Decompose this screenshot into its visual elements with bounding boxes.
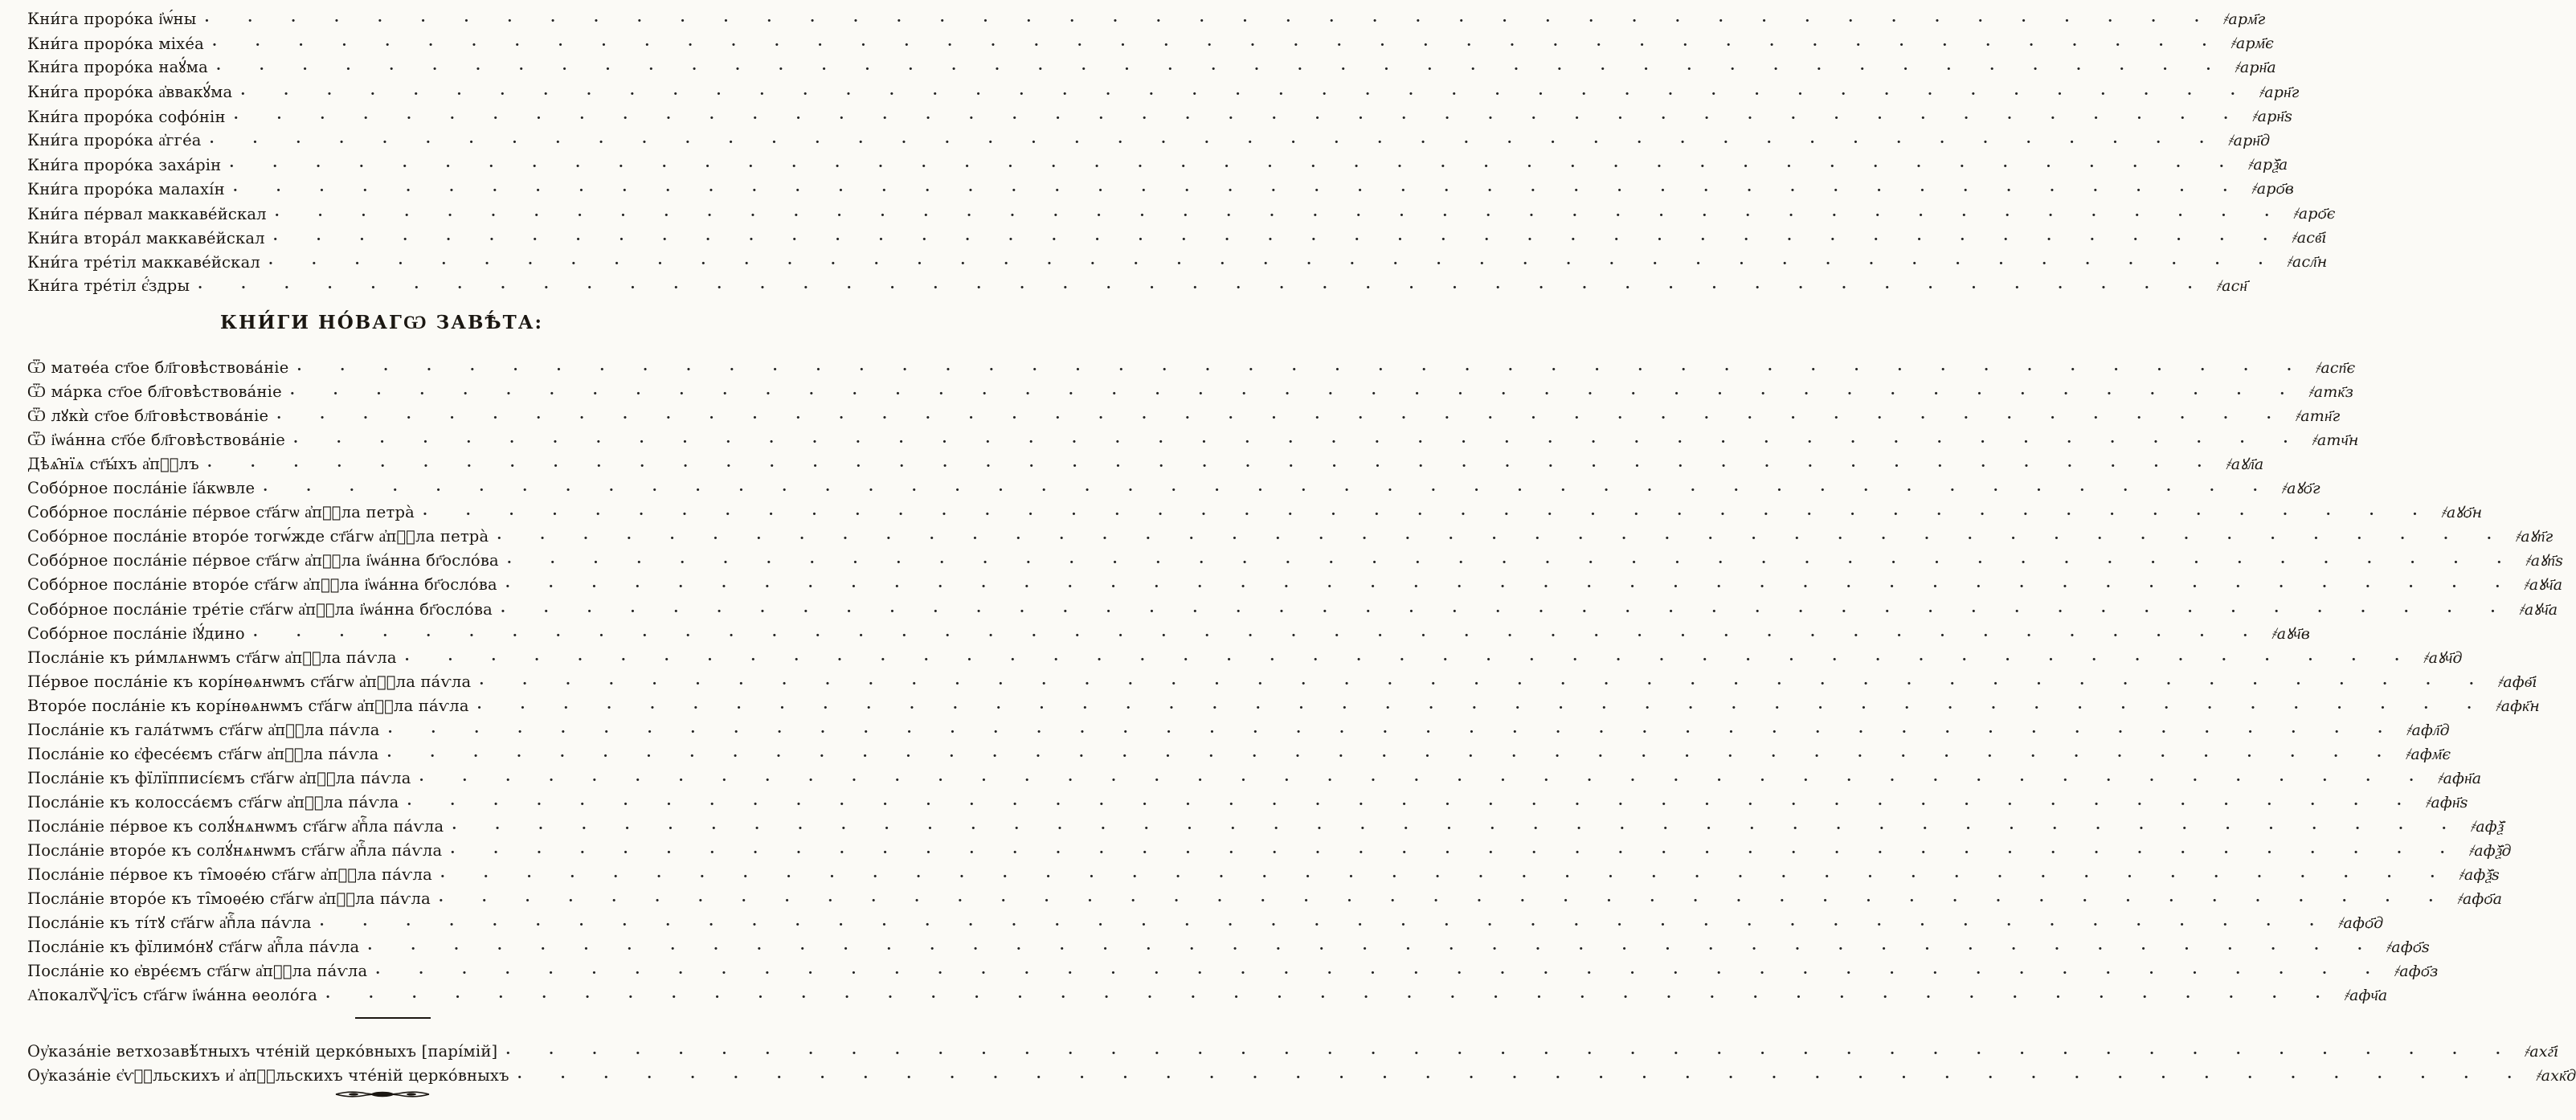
toc-entry — [27, 150, 2288, 175]
entry-page-number: ҂атч҃н — [2312, 431, 2359, 450]
entry-page-number: ҂афѯ҃ — [2471, 817, 2504, 836]
entry-title: Ѿ і҆ѡа́нна ст҃о́е бл҃говѣствова́ніе — [27, 431, 285, 450]
toc-entry — [27, 933, 2430, 957]
entry-page-number: ҂афм҃є — [2406, 745, 2451, 763]
entry-page-number: ҂афѻ҃д — [2339, 914, 2384, 933]
toc-entry — [27, 740, 2451, 764]
toc-entry — [27, 5, 2266, 29]
entry-page-number: ҂аꙋч҃в — [2272, 624, 2310, 643]
toc-entry — [27, 174, 2295, 199]
entry-page-number: ҂арм҃г — [2223, 10, 2266, 28]
toc-entry — [27, 126, 2271, 150]
entry-title: Дѣѧ̑нїѧ ст҃ы́хъ а҆пⷭ҇лъ — [27, 455, 199, 474]
toc-entry — [27, 450, 2264, 474]
entry-title: Кни́га проро́ка а҆ввакꙋ́ма — [27, 82, 233, 101]
dot-leader: . . . . . . . . . . . . . . . . . . . . . . . . . . . . . . . . . . . . . . . . . . . . . . . — [296, 358, 2308, 374]
toc-entry — [27, 1037, 2559, 1061]
entry-title: А҆покалѷ́ѱїсъ ст҃а́гѡ і҆ѡа́нна ѳеоло́га — [27, 986, 318, 1005]
dot-leader: . . . . . . . . . . . . . . . . . . . . . . . . . . . . . . . . . . . . . . . . . . . . . . . — [289, 382, 2302, 399]
dot-leader: . . . . . . . . . . . . . . . . . . . . . . . . . . . . . . . . . . . . . . . . . . . . . . . — [506, 551, 2519, 568]
toc-entry — [27, 909, 2384, 933]
dot-leader: . . . . . . . . . . . . . . . . . . . . . . . . . . . . . . . . . . . . . . . . . . . . . . . — [240, 82, 2252, 99]
entry-page-number: ҂афн҃ѕ — [2426, 793, 2468, 811]
entry-page-number: ҂афѻ҃ѕ — [2386, 938, 2430, 957]
entry-page-number: ҂афч҃а — [2345, 987, 2388, 1005]
entry-page-number: ҂арм҃є — [2231, 35, 2274, 53]
entry-title: Пе́рвое посла́ніе къ корі́нѳѧнѡмъ ст҃а́гѡ а҆пⷭ҇ла па́ѵла — [27, 672, 472, 691]
dot-leader: . . . . . . . . . . . . . . . . . . . . . . . . . . . . . . . . . . . . . . . . . . . . . . . — [292, 431, 2305, 448]
entry-page-number: ҂афк҃н — [2496, 697, 2540, 715]
entry-title: Посла́ніе къ ті́тꙋ ст҃а́гѡ а҆пⷭ҇ла па́ѵла — [27, 914, 312, 933]
entry-page-number: ҂аꙋп҃ѕ — [2526, 552, 2564, 570]
entry-page-number: ҂атн҃г — [2296, 407, 2341, 426]
entry-page-number: ҂арн҃д — [2229, 132, 2271, 149]
toc-entry — [27, 78, 2300, 102]
toc-entry — [27, 102, 2293, 126]
dot-leader: . . . . . . . . . . . . . . . . . . . . . . . . . . . . . . . . . . . . . . . . . . . . . . . — [452, 816, 2464, 833]
entry-page-number: ҂асн҃ — [2217, 277, 2248, 296]
entry-title: Посла́ніе второ́е къ солꙋ́нѧнѡмъ ст҃а́гѡ а҆пⷭ҇ла па́ѵла — [27, 841, 443, 860]
entry-page-number: ҂афѳ҃і — [2498, 672, 2537, 691]
dot-leader: . . . . . . . . . . . . . . . . . . . . . . . . . . . . . . . . . . . . . . . . . . . . . . . — [252, 623, 2265, 640]
entry-title: Кни́га проро́ка наꙋ́ма — [27, 58, 208, 77]
entry-page-number: ҂афѯ҃д — [2469, 842, 2512, 860]
entry-title: Кни́га проро́ка заха́рін — [27, 156, 222, 175]
entry-page-number: ҂ахг҃і — [2525, 1043, 2559, 1061]
dot-leader: . . . . . . . . . . . . . . . . . . . . . . . . . . . . . . . . . . . . . . . . . . . . . . . — [407, 792, 2419, 809]
entry-title: Кни́га проро́ка міхе́а — [27, 35, 204, 54]
entry-page-number: ҂арѯ҃а — [2248, 156, 2288, 174]
toc-entry — [27, 29, 2274, 54]
dot-leader: . . . . . . . . . . . . . . . . . . . . . . . . . . . . . . . . . . . . . . . . . . . . . . . — [517, 1066, 2529, 1082]
toc-entry — [27, 498, 2483, 522]
toc-entry — [27, 788, 2468, 812]
dot-leader: . . . . . . . . . . . . . . . . . . . . . . . . . . . . . . . . . . . . . . . . . . . . . . . — [419, 768, 2431, 785]
entry-title: Ѿ матѳе́а ст҃ое бл҃говѣствова́ніе — [27, 358, 289, 377]
toc-entry — [27, 668, 2537, 692]
entry-title: Кни́га тре́тіл маккаве́йскал — [27, 253, 260, 272]
entry-title: Кни́га пе́рвал маккаве́йскал — [27, 204, 267, 223]
entry-title: Посла́ніе къ фїлимо́нꙋ ст҃а́гѡ а҆пⷭ҇ла па́ѵла — [27, 938, 360, 957]
toc-entry — [27, 546, 2564, 570]
entry-title: Кни́га проро́ка а҆гге́а — [27, 131, 202, 149]
toc-entry — [27, 836, 2512, 860]
entry-title: Собо́рное посла́ніе і҆ꙋ́дино — [27, 623, 245, 643]
toc-entry — [27, 354, 2356, 378]
dot-leader: . . . . . . . . . . . . . . . . . . . . . . . . . . . . . . . . . . . . . . . . . . . . . . . — [229, 155, 2241, 172]
entry-title: Кни́га тре́тіл є҆́здры — [27, 276, 190, 296]
toc-entry — [27, 199, 2336, 223]
dot-leader: . . . . . . . . . . . . . . . . . . . . . . . . . . . . . . . . . . . . . . . . . . . . . . . — [422, 503, 2435, 520]
entry-title: Посла́ніе второ́е къ ті̑моѳе́ю ст҃а́гѡ а҆пⷭ҇ла па́ѵла — [27, 889, 431, 909]
entry-page-number: ҂аꙋч҃д — [2424, 648, 2463, 667]
entry-page-number: ҂аꙋл҃а — [2226, 456, 2264, 474]
toc-entry — [27, 570, 2563, 595]
dot-leader: . . . . . . . . . . . . . . . . . . . . . . . . . . . . . . . . . . . . . . . . . . . . . . . — [387, 720, 2399, 737]
entry-page-number: ҂асв҃і — [2292, 228, 2327, 247]
dot-leader: . . . . . . . . . . . . . . . . . . . . . . . . . . . . . . . . . . . . . . . . . . . . . . . — [209, 131, 2222, 147]
dot-leader: . . . . . . . . . . . . . . . . . . . . . . . . . . . . . . . . . . . . . . . . . . . . . . . — [206, 455, 2219, 472]
entry-page-number: ҂аꙋѻ҃н — [2442, 504, 2483, 522]
dot-leader: . . . . . . . . . . . . . . . . . . . . . . . . . . . . . . . . . . . . . . . . . . . . . . . — [274, 203, 2287, 220]
dot-leader: . . . . . . . . . . . . . . . . . . . . . . . . . . . . . . . . . . . . . . . . . . . . . . . — [276, 407, 2288, 423]
toc-entry — [27, 223, 2327, 247]
dot-leader: . . . . . . . . . . . . . . . . . . . . . . . . . . . . . . . . . . . . . . . . . . . . . . . — [319, 914, 2331, 930]
entry-page-number: ҂атк҃з — [2309, 383, 2354, 402]
entry-title: Собо́рное посла́ніе і҆а́кѡвле — [27, 479, 256, 498]
toc-entry — [27, 860, 2500, 885]
entry-title: Собо́рное посла́ніе пе́рвое ст҃а́гѡ а҆пⷭ҇ла петра̀ — [27, 503, 415, 522]
dot-leader: . . . . . . . . . . . . . . . . . . . . . . . . . . . . . . . . . . . . . . . . . . . . . . . — [233, 106, 2246, 123]
toc-entry — [27, 692, 2540, 716]
dot-leader: . . . . . . . . . . . . . . . . . . . . . . . . . . . . . . . . . . . . . . . . . . . . . . . — [438, 889, 2451, 906]
toc-entry — [27, 619, 2310, 644]
entry-title: Ѿ ма́рка ст҃ое бл҃говѣствова́ніе — [27, 382, 282, 402]
toc-entry — [27, 764, 2482, 788]
flourish-ornament — [334, 1089, 431, 1100]
toc-entry — [27, 595, 2558, 619]
entry-page-number: ҂афл҃д — [2407, 721, 2450, 739]
entry-page-number: ҂аꙋѻ҃г — [2282, 480, 2320, 498]
entry-title: Посла́ніе къ фїлїпписі́ємъ ст҃а́гѡ а҆пⷭ҇ла па́ѵла — [27, 768, 411, 787]
dot-leader: . . . . . . . . . . . . . . . . . . . . . . . . . . . . . . . . . . . . . . . . . . . . . . . — [497, 527, 2509, 544]
entry-page-number: ҂афн҃а — [2439, 769, 2482, 787]
entry-page-number: ҂афѻ҃а — [2458, 890, 2503, 909]
toc-entry — [27, 957, 2439, 981]
dot-leader: . . . . . . . . . . . . . . . . . . . . . . . . . . . . . . . . . . . . . . . . . . . . . . . — [505, 1042, 2517, 1058]
entry-title: Собо́рное посла́ніе пе́рвое ст҃а́гѡ а҆пⷭ҇ла і҆ѡа́нна бг҃осло́ва — [27, 551, 499, 570]
entry-title: Оу҆каза́ніе є҆ѵⷢ҇льскихъ и҆ а҆пⷭ҇льскихъ чте́ній церко́вныхъ — [27, 1066, 509, 1085]
dot-leader: . . . . . . . . . . . . . . . . . . . . . . . . . . . . . . . . . . . . . . . . . . . . . . . — [272, 227, 2285, 244]
entry-title: Собо́рное посла́ніе второ́е ст҃а́гѡ а҆пⷭ҇ла і҆ѡа́нна бг҃осло́ва — [27, 575, 497, 595]
dot-leader: . . . . . . . . . . . . . . . . . . . . . . . . . . . . . . . . . . . . . . . . . . . . . . . — [440, 865, 2452, 882]
toc-entry — [27, 402, 2341, 426]
entry-title: Собо́рное посла́ніе тре́тіе ст҃а́гѡ а҆пⷭ҇ла і҆ѡа́нна бг҃осло́ва — [27, 599, 493, 619]
dot-leader: . . . . . . . . . . . . . . . . . . . . . . . . . . . . . . . . . . . . . . . . . . . . . . . — [204, 10, 2216, 26]
entry-title: Посла́ніе пе́рвое къ ті̑моѳе́ю ст҃а́гѡ а҆пⷭ҇ла па́ѵла — [27, 865, 432, 885]
entry-title: Посла́ніе къ ри́млѧнѡмъ ст҃а́гѡ а҆пⷭ҇ла па́ѵла — [27, 648, 397, 667]
dot-leader: . . . . . . . . . . . . . . . . . . . . . . . . . . . . . . . . . . . . . . . . . . . . . . . — [505, 575, 2517, 592]
entry-title: Ѿ лꙋкѝ ст҃ое бл҃говѣствова́ніе — [27, 407, 269, 426]
entry-page-number: ҂арн҃а — [2235, 59, 2276, 77]
entry-title: Посла́ніе къ колосса́ємъ ст҃а́гѡ а҆пⷭ҇ла па́ѵла — [27, 792, 399, 811]
new-testament-heading: КНИ́ГИ НО́ВАГѠ ЗАВѢ́ТА: — [220, 312, 543, 333]
entry-title: Кни́га проро́ка і҆ѡ́ны — [27, 10, 197, 28]
toc-entry — [27, 378, 2354, 402]
toc-entry — [27, 1061, 2576, 1085]
entry-title: Собо́рное посла́ніе второ́е тогѡ́жде ст҃а́гѡ а҆пⷭ҇ла петра̀ — [27, 527, 489, 546]
toc-entry — [27, 644, 2463, 668]
entry-page-number: ҂арн҃г — [2259, 83, 2300, 101]
entry-page-number: ҂аꙋч҃а — [2525, 576, 2563, 595]
dot-leader: . . . . . . . . . . . . . . . . . . . . . . . . . . . . . . . . . . . . . . . . . . . . . . . — [500, 599, 2513, 616]
dot-leader: . . . . . . . . . . . . . . . . . . . . . . . . . . . . . . . . . . . . . . . . . . . . . . . — [367, 938, 2379, 954]
entry-page-number: ҂асл҃н — [2288, 253, 2328, 271]
dot-leader: . . . . . . . . . . . . . . . . . . . . . . . . . . . . . . . . . . . . . . . . . . . . . . . — [198, 276, 2210, 293]
section-divider — [355, 1017, 431, 1019]
dot-leader: . . . . . . . . . . . . . . . . . . . . . . . . . . . . . . . . . . . . . . . . . . . . . . . — [476, 696, 2489, 713]
entry-page-number: ҂афѻ҃з — [2394, 963, 2439, 981]
toc-entry — [27, 272, 2248, 296]
toc-entry — [27, 474, 2320, 498]
entry-title: Оу҆каза́ніе ветхозавѣ́тныхъ чте́ній церко́вныхъ [парі́мій] — [27, 1042, 498, 1061]
dot-leader: . . . . . . . . . . . . . . . . . . . . . . . . . . . . . . . . . . . . . . . . . . . . . . . — [386, 744, 2398, 761]
dot-leader: . . . . . . . . . . . . . . . . . . . . . . . . . . . . . . . . . . . . . . . . . . . . . . . — [263, 479, 2275, 496]
toc-entry — [27, 53, 2276, 77]
entry-page-number: ҂афѯ҃ѕ — [2459, 866, 2500, 885]
dot-leader: . . . . . . . . . . . . . . . . . . . . . . . . . . . . . . . . . . . . . . . . . . . . . . . — [404, 648, 2417, 664]
entry-title: Кни́га втора́л маккаве́йскал — [27, 228, 265, 247]
entry-title: Посла́ніе пе́рвое къ солꙋ́нѧнѡмъ ст҃а́гѡ а҆пⷭ҇ла па́ѵла — [27, 816, 444, 836]
toc-entry — [27, 426, 2359, 450]
entry-page-number: ҂аꙋч҃а — [2520, 600, 2558, 619]
entry-title: Кни́га проро́ка малахі́н — [27, 180, 225, 199]
dot-leader: . . . . . . . . . . . . . . . . . . . . . . . . . . . . . . . . . . . . . . . . . . . . . . . — [479, 672, 2491, 689]
entry-title: Посла́ніе къ гала́тѡмъ ст҃а́гѡ а҆пⷭ҇ла па́ѵла — [27, 720, 380, 739]
entry-page-number: ҂арѻ҃є — [2294, 204, 2336, 223]
dot-leader: . . . . . . . . . . . . . . . . . . . . . . . . . . . . . . . . . . . . . . . . . . . . . . . — [325, 986, 2337, 1003]
entry-page-number: ҂арѻ҃в — [2252, 180, 2295, 198]
entry-page-number: ҂аꙋп҃г — [2516, 528, 2554, 546]
toc-entry — [27, 981, 2388, 1005]
dot-leader: . . . . . . . . . . . . . . . . . . . . . . . . . . . . . . . . . . . . . . . . . . . . . . . — [268, 252, 2280, 268]
entry-page-number: ҂ахк҃д — [2537, 1067, 2576, 1085]
toc-entry — [27, 522, 2554, 546]
toc-entry — [27, 716, 2450, 740]
dot-leader: . . . . . . . . . . . . . . . . . . . . . . . . . . . . . . . . . . . . . . . . . . . . . . . — [215, 58, 2228, 75]
entry-page-number: ҂асп҃є — [2316, 359, 2356, 377]
toc-entry — [27, 885, 2503, 909]
dot-leader: . . . . . . . . . . . . . . . . . . . . . . . . . . . . . . . . . . . . . . . . . . . . . . . — [211, 34, 2224, 51]
dot-leader: . . . . . . . . . . . . . . . . . . . . . . . . . . . . . . . . . . . . . . . . . . . . . . . — [232, 179, 2245, 196]
toc-entry — [27, 812, 2504, 836]
entry-title: Второ́е посла́ніе къ корі́нѳѧнѡмъ ст҃а́гѡ а҆пⷭ҇ла па́ѵла — [27, 696, 469, 715]
entry-title: Посла́ніе ко є҆фесе́ємъ ст҃а́гѡ а҆пⷭ҇ла па́ѵла — [27, 744, 379, 763]
dot-leader: . . . . . . . . . . . . . . . . . . . . . . . . . . . . . . . . . . . . . . . . . . . . . . . — [375, 962, 2387, 979]
toc-entry — [27, 247, 2328, 272]
entry-page-number: ҂арн҃ѕ — [2253, 107, 2293, 125]
dot-leader: . . . . . . . . . . . . . . . . . . . . . . . . . . . . . . . . . . . . . . . . . . . . . . . — [450, 841, 2462, 857]
entry-title: Посла́ніе ко е҆вре́ємъ ст҃а́гѡ а҆пⷭ҇ла па́ѵла — [27, 962, 368, 981]
entry-title: Кни́га проро́ка софо́нін — [27, 107, 226, 126]
